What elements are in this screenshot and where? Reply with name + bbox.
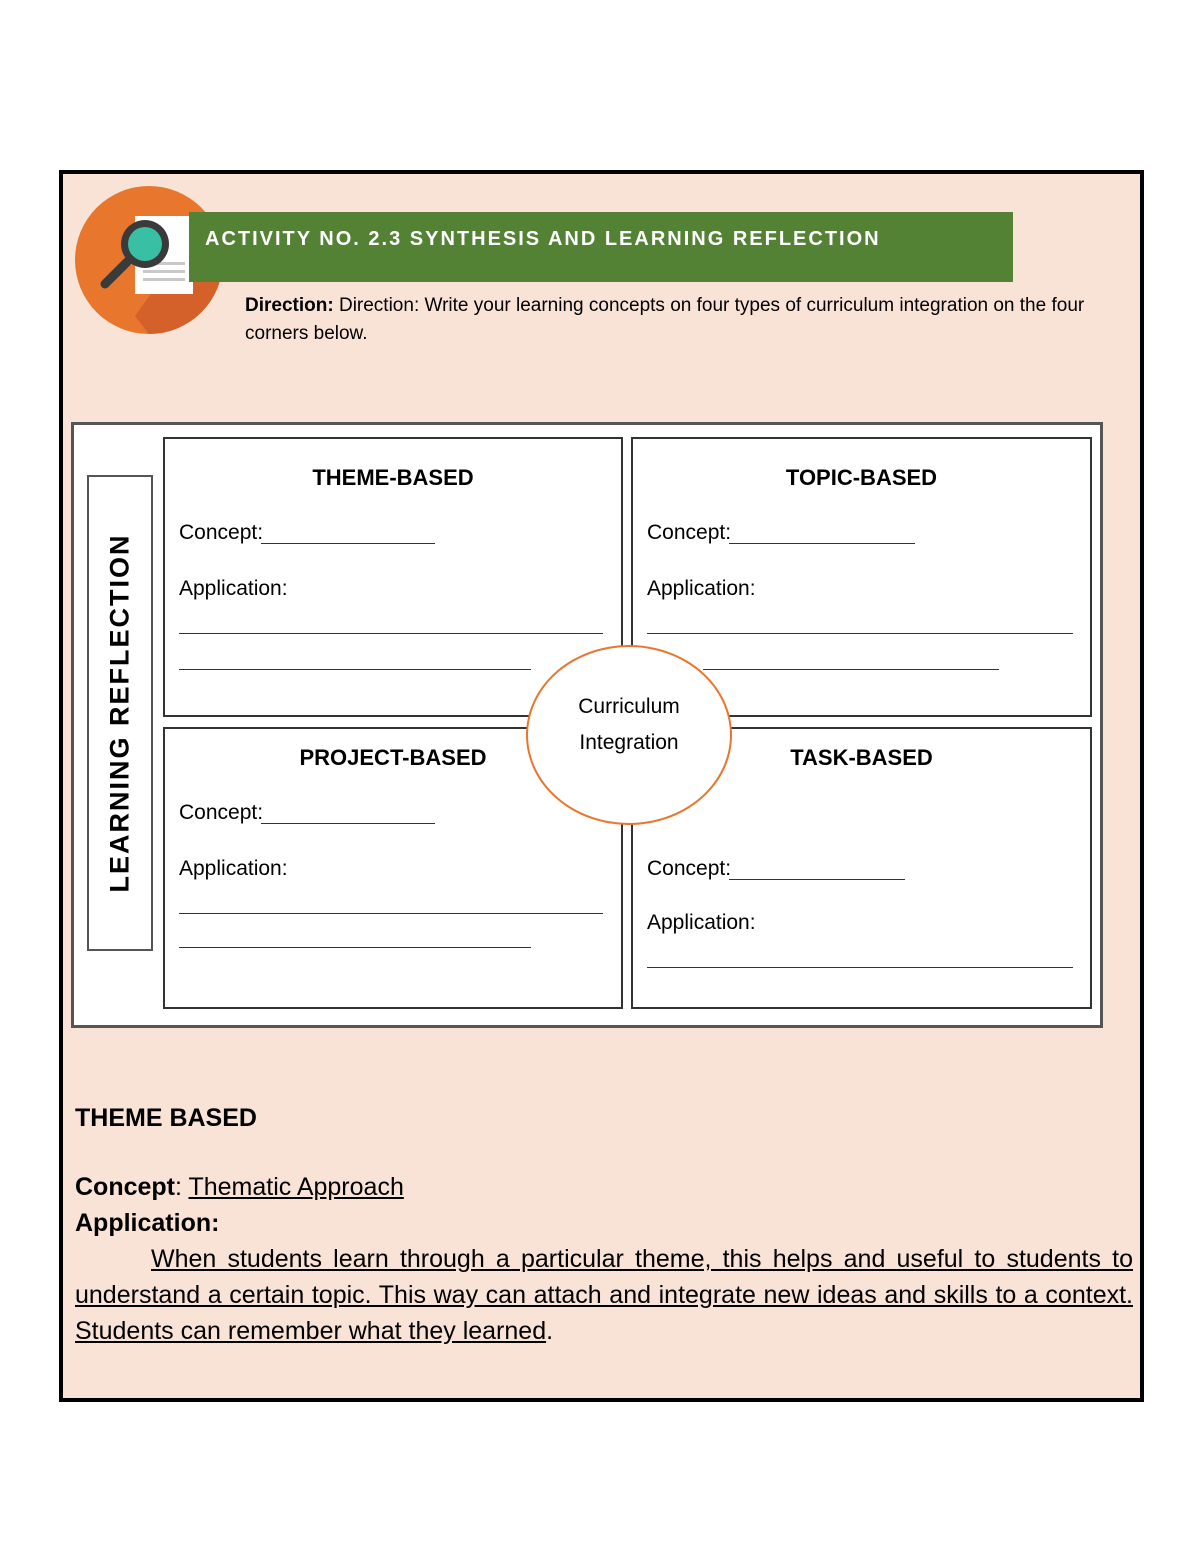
concept-label: Concept: [179, 801, 264, 824]
circle-label-line1: Curriculum [578, 695, 680, 718]
application-paragraph: When students learn through a particular theme, this helps and useful to students to understand a certain topic. This way can attach and integrate new ideas and skills to a context. Students can remember what they learned. [75, 1245, 1133, 1345]
concept-label: Concept: [647, 857, 732, 880]
application-blank-line [179, 947, 531, 948]
concept-label: Concept [75, 1173, 175, 1201]
concept-blank-line [729, 879, 905, 880]
circle-label-line2: Integration [579, 731, 679, 754]
direction-text [245, 292, 1125, 348]
application-label: Application: [647, 911, 756, 934]
application-text: When students learn through a particular theme, this helps and useful to students to understand a certain topic. This way can attach and integrate new ideas and skills to a context. Students can remember what they learned [75, 1245, 1133, 1345]
student-answer [75, 1104, 1133, 1349]
direction-label: Direction: [245, 295, 334, 316]
direction-body: Direction: Write your learning concepts on four types of curriculum integration on the four corners below. [245, 295, 1085, 344]
learning-reflection-label-box [87, 475, 153, 951]
concept-blank-line [729, 543, 915, 544]
quadrant-title: TASK-BASED [790, 745, 933, 770]
curriculum-integration-circle [526, 645, 732, 825]
application-label: Application: [179, 577, 288, 600]
concept-value: Thematic Approach [188, 1173, 404, 1201]
concept-label: Concept: [647, 521, 732, 544]
application-blank-line [647, 633, 1073, 634]
application-blank-line [703, 669, 999, 670]
activity-title-banner: ACTIVITY NO. 2.3 SYNTHESIS AND LEARNING REFLECTION [189, 212, 1013, 282]
quadrant-title: THEME-BASED [312, 465, 474, 490]
activity-sheet [59, 170, 1144, 1402]
curriculum-integration-organizer [71, 422, 1103, 1028]
application-label: Application: [647, 577, 756, 600]
learning-reflection-label: LEARNING REFLECTION [104, 533, 135, 893]
application-blank-line [179, 669, 531, 670]
application-label: Application [75, 1209, 212, 1237]
quadrant-title: TOPIC-BASED [785, 465, 938, 490]
answer-heading: THEME BASED [75, 1104, 257, 1132]
application-blank-line [647, 967, 1073, 968]
concept-blank-line [261, 823, 435, 824]
application-line: Application: [75, 1209, 220, 1237]
application-label: Application: [179, 857, 288, 880]
quadrant-title: PROJECT-BASED [299, 745, 487, 770]
concept-label: Concept: [179, 521, 264, 544]
application-blank-line [179, 913, 603, 914]
application-blank-line [179, 633, 603, 634]
concept-blank-line [261, 543, 435, 544]
concept-line: Concept: Thematic Approach [75, 1173, 404, 1201]
